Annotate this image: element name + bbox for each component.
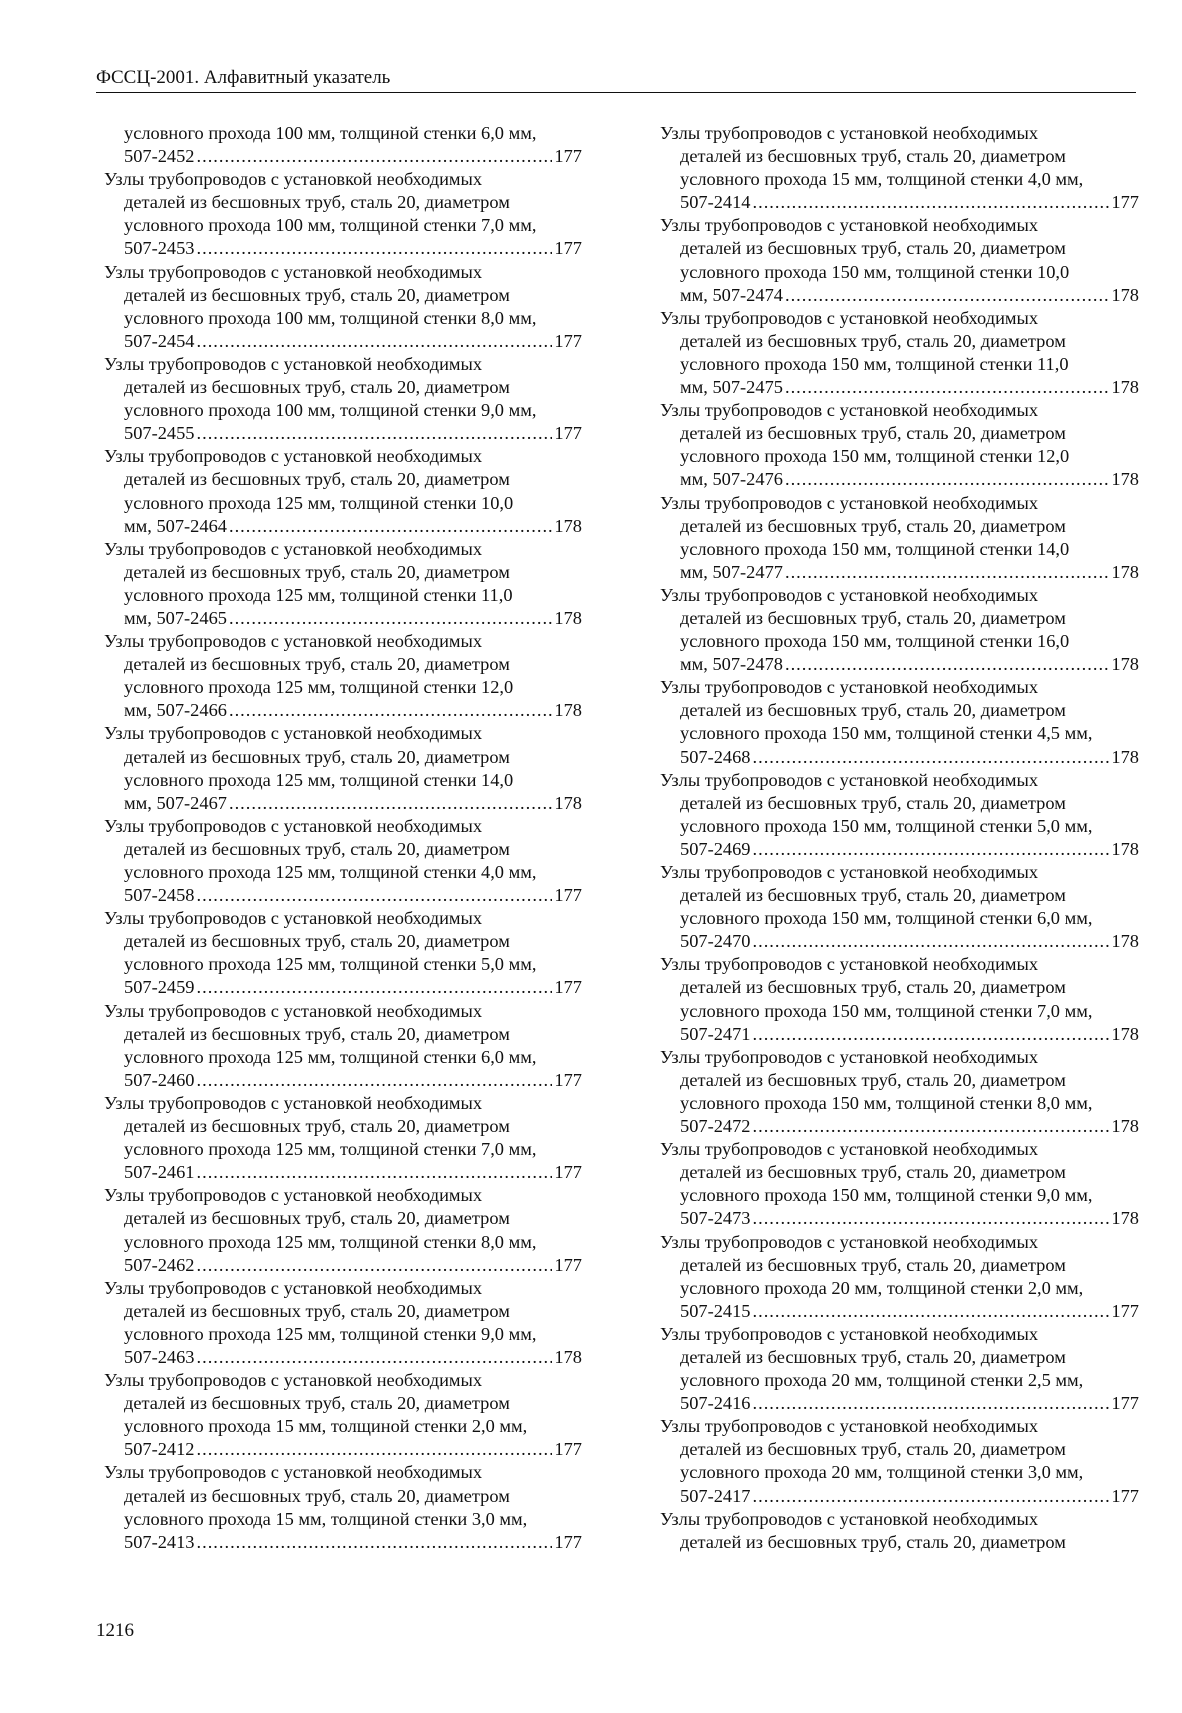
index-entry: [104, 168, 582, 260]
dot-leader: [753, 1115, 1110, 1138]
entry-code-line: [104, 699, 582, 722]
entry-code-line: [660, 1115, 1139, 1138]
entry-text-line: условного прохода 150 мм, толщиной стенки 16,0: [680, 631, 1070, 652]
entry-text-line: деталей из бесшовных труб, сталь 20, диаметром: [680, 238, 1066, 259]
entry-page-ref: 178: [1111, 838, 1139, 859]
index-entry: [104, 1092, 582, 1184]
entry-text-line: условного прохода 125 мм, толщиной стенки 4,0 мм,: [124, 862, 537, 882]
entry-code-line: [660, 284, 1139, 307]
entry-code-line: [660, 1485, 1139, 1508]
index-entry: [104, 722, 582, 814]
page-number: 1216: [96, 1620, 134, 1641]
entry-code: 507-2417: [680, 1485, 751, 1506]
entry-code-line: [660, 191, 1139, 214]
entry-code: 507-2462: [124, 1254, 195, 1275]
entry-page-ref: 178: [554, 1346, 582, 1367]
entry-text-line: деталей из бесшовных труб, сталь 20, диаметром: [680, 700, 1066, 721]
entry-text-line: условного прохода 100 мм, толщиной стенки 8,0 мм,: [124, 307, 537, 328]
entry-text-line: условного прохода 125 мм, толщиной стенки 6,0 мм,: [124, 1046, 537, 1067]
entry-code-line: [660, 930, 1139, 953]
entry-text-line: Узлы трубопроводов с установкой необходимых: [104, 1092, 483, 1113]
entry-code: мм, 507-2466: [124, 700, 227, 721]
dot-leader: [753, 1485, 1110, 1508]
index-entry: [660, 1508, 1139, 1554]
entry-text-line: условного прохода 100 мм, толщиной стенки 7,0 мм,: [124, 215, 537, 236]
dot-leader: [197, 976, 553, 999]
dot-leader: [197, 422, 553, 445]
entry-text-line: условного прохода 150 мм, толщиной стенки 5,0 мм,: [680, 815, 1093, 836]
entry-code: 507-2414: [680, 192, 751, 213]
entry-code-line: [104, 607, 582, 630]
header-title: ФССЦ-2001. Алфавитный указатель: [96, 67, 391, 88]
entry-code: мм, 507-2477: [680, 561, 783, 582]
entry-page-ref: 177: [554, 885, 582, 906]
entry-text-line: деталей из бесшовных труб, сталь 20, диаметром: [680, 1439, 1066, 1460]
index-entry: [660, 953, 1139, 1045]
entry-code-line: [104, 1069, 582, 1092]
index-entry: [660, 122, 1139, 214]
dot-leader: [785, 561, 1109, 584]
entry-code: 507-2469: [680, 838, 751, 859]
entry-page-ref: 177: [554, 423, 582, 444]
entry-text-line: Узлы трубопроводов с установкой необходимых: [660, 1323, 1039, 1344]
entry-code-line: [104, 1438, 582, 1461]
entry-text-line: условного прохода 125 мм, толщиной стенки 14,0: [124, 769, 514, 790]
entry-code-line: [660, 1300, 1139, 1323]
entry-page-ref: 177: [554, 146, 582, 167]
dot-leader: [753, 1300, 1110, 1323]
entry-text-line: условного прохода 125 мм, толщиной стенки 11,0: [124, 584, 513, 605]
index-entry: [660, 1046, 1139, 1138]
dot-leader: [785, 376, 1109, 399]
entry-text-line: условного прохода 125 мм, толщиной стенки 5,0 мм,: [124, 954, 537, 975]
entry-text-line: деталей из бесшовных труб, сталь 20, диаметром: [124, 746, 510, 767]
dot-leader: [197, 237, 553, 260]
entry-text-line: деталей из бесшовных труб, сталь 20, диаметром: [680, 1531, 1066, 1552]
dot-leader: [229, 515, 552, 538]
entry-code-line: [104, 237, 582, 260]
entry-text-line: Узлы трубопроводов с установкой необходимых: [104, 1000, 483, 1021]
entry-text-line: Узлы трубопроводов с установкой необходимых: [660, 400, 1039, 421]
index-entry: [104, 538, 582, 630]
dot-leader: [229, 792, 552, 815]
dot-leader: [785, 468, 1109, 491]
dot-leader: [197, 145, 553, 168]
entry-page-ref: 177: [554, 1439, 582, 1460]
entry-code: мм, 507-2465: [124, 607, 227, 628]
entry-text-line: условного прохода 150 мм, толщиной стенки 14,0: [680, 538, 1070, 559]
dot-leader: [753, 191, 1110, 214]
entry-code: мм, 507-2467: [124, 792, 227, 813]
entry-text-line: деталей из бесшовных труб, сталь 20, диаметром: [124, 469, 510, 490]
entry-code-line: [104, 792, 582, 815]
entry-text-line: деталей из бесшовных труб, сталь 20, диаметром: [124, 838, 510, 859]
index-entry: [660, 307, 1139, 399]
entry-page-ref: 177: [554, 1069, 582, 1090]
entry-code: 507-2472: [680, 1116, 751, 1137]
entry-text-line: деталей из бесшовных труб, сталь 20, диаметром: [124, 1300, 510, 1321]
entry-text-line: Узлы трубопроводов с установкой необходимых: [104, 908, 483, 929]
index-entry: [660, 492, 1139, 584]
entry-page-ref: 178: [554, 515, 582, 536]
entry-code: 507-2415: [680, 1300, 751, 1321]
entry-text-line: деталей из бесшовных труб, сталь 20, диаметром: [680, 1346, 1066, 1367]
entry-text-line: деталей из бесшовных труб, сталь 20, диаметром: [680, 792, 1066, 813]
entry-page-ref: 178: [554, 792, 582, 813]
entry-text-line: Узлы трубопроводов с установкой необходимых: [660, 1139, 1039, 1160]
entry-text-line: Узлы трубопроводов с установкой необходимых: [660, 215, 1039, 236]
entry-code-line: [104, 976, 582, 999]
entry-text-line: Узлы трубопроводов с установкой необходимых: [104, 1370, 483, 1391]
index-entry: [660, 584, 1139, 676]
index-entry: [104, 1369, 582, 1461]
entry-page-ref: 177: [1111, 1393, 1139, 1414]
entry-page-ref: 178: [1111, 1116, 1139, 1137]
entry-text-line: деталей из бесшовных труб, сталь 20, диаметром: [124, 1208, 510, 1229]
entry-text-line: деталей из бесшовных труб, сталь 20, диаметром: [680, 977, 1066, 998]
entry-text-line: Узлы трубопроводов с установкой необходимых: [104, 815, 483, 836]
entry-code-line: [660, 1207, 1139, 1230]
entry-text-line: условного прохода 150 мм, толщиной стенки 6,0 мм,: [680, 908, 1093, 929]
entry-text-line: условного прохода 125 мм, толщиной стенки 10,0: [124, 492, 514, 513]
entry-page-ref: 177: [554, 1254, 582, 1275]
entry-text-line: Узлы трубопроводов с установкой необходимых: [104, 446, 483, 467]
entry-text-line: Узлы трубопроводов с установкой необходимых: [660, 677, 1039, 698]
entry-code-line: [104, 1531, 582, 1554]
entry-code: мм, 507-2478: [680, 654, 783, 675]
entry-text-line: деталей из бесшовных труб, сталь 20, диаметром: [680, 1254, 1066, 1275]
entry-code: 507-2452: [124, 146, 195, 167]
entry-code: мм, 507-2464: [124, 515, 227, 536]
entry-code-line: [104, 422, 582, 445]
entry-text-line: деталей из бесшовных труб, сталь 20, диаметром: [680, 515, 1066, 536]
entry-text-line: деталей из бесшовных труб, сталь 20, диаметром: [124, 561, 510, 582]
dot-leader: [785, 653, 1109, 676]
entry-text-line: деталей из бесшовных труб, сталь 20, диаметром: [680, 1162, 1066, 1183]
entry-code: 507-2455: [124, 423, 195, 444]
entry-text-line: условного прохода 20 мм, толщиной стенки 3,0 мм,: [680, 1462, 1084, 1483]
entry-code-line: [660, 838, 1139, 861]
entry-text-line: условного прохода 15 мм, толщиной стенки 2,0 мм,: [124, 1416, 528, 1437]
dot-leader: [197, 1161, 553, 1184]
index-entry: [104, 1277, 582, 1369]
entry-code: 507-2454: [124, 330, 195, 351]
entry-text-line: Узлы трубопроводов с установкой необходимых: [104, 353, 483, 374]
entry-page-ref: 178: [1111, 284, 1139, 305]
entry-text-line: условного прохода 150 мм, толщиной стенки 12,0: [680, 446, 1070, 467]
entry-text-line: Узлы трубопроводов с установкой необходимых: [104, 631, 483, 652]
entry-code: 507-2463: [124, 1346, 195, 1367]
entry-text-line: Узлы трубопроводов с установкой необходимых: [104, 1185, 483, 1206]
entry-code-line: [104, 515, 582, 538]
entry-text-line: условного прохода 150 мм, толщиной стенки 10,0: [680, 261, 1070, 282]
entry-text-line: деталей из бесшовных труб, сталь 20, диаметром: [124, 931, 510, 952]
dot-leader: [753, 746, 1110, 769]
entry-page-ref: 177: [554, 977, 582, 998]
dot-leader: [197, 1254, 553, 1277]
entry-page-ref: 177: [554, 1531, 582, 1552]
running-header: [96, 66, 1136, 93]
entry-code-line: [660, 746, 1139, 769]
entry-text-line: деталей из бесшовных труб, сталь 20, диаметром: [124, 1485, 510, 1506]
dot-leader: [753, 930, 1110, 953]
entry-code: 507-2470: [680, 931, 751, 952]
entry-text-line: условного прохода 125 мм, толщиной стенки 12,0: [124, 677, 514, 698]
dot-leader: [753, 1207, 1110, 1230]
entry-text-line: Узлы трубопроводов с установкой необходимых: [104, 538, 483, 559]
index-entry: [660, 1323, 1139, 1415]
entry-text-line: деталей из бесшовных труб, сталь 20, диаметром: [124, 377, 510, 398]
dot-leader: [197, 330, 553, 353]
entry-text-line: условного прохода 150 мм, толщиной стенки 7,0 мм,: [680, 1000, 1093, 1021]
dot-leader: [197, 884, 553, 907]
index-column-right: [660, 122, 1139, 1554]
entry-code-line: [104, 884, 582, 907]
entry-text-line: деталей из бесшовных труб, сталь 20, диаметром: [124, 192, 510, 213]
entry-page-ref: 178: [1111, 654, 1139, 675]
index-entry: [104, 445, 582, 537]
entry-page-ref: 177: [1111, 1485, 1139, 1506]
entry-text-line: условного прохода 150 мм, толщиной стенки 8,0 мм,: [680, 1092, 1093, 1113]
index-entry: [660, 861, 1139, 953]
index-entry: [104, 353, 582, 445]
entry-code-line: [660, 653, 1139, 676]
dot-leader: [229, 699, 552, 722]
entry-code: мм, 507-2474: [680, 284, 783, 305]
index-entry: [660, 1415, 1139, 1507]
index-entry: [660, 214, 1139, 306]
entry-text-line: Узлы трубопроводов с установкой необходимых: [660, 1046, 1039, 1067]
index-entry: [104, 1000, 582, 1092]
index-entry: [104, 122, 582, 168]
index-entry: [104, 630, 582, 722]
entry-code: мм, 507-2476: [680, 469, 783, 490]
entry-text-line: деталей из бесшовных труб, сталь 20, диаметром: [124, 1116, 510, 1137]
entry-code-line: [660, 1392, 1139, 1415]
entry-text-line: Узлы трубопроводов с установкой необходимых: [660, 862, 1039, 882]
entry-code: 507-2461: [124, 1162, 195, 1183]
entry-code: 507-2468: [680, 746, 751, 767]
dot-leader: [753, 838, 1110, 861]
entry-text-line: деталей из бесшовных труб, сталь 20, диаметром: [124, 654, 510, 675]
entry-text-line: условного прохода 15 мм, толщиной стенки 3,0 мм,: [124, 1508, 528, 1529]
entry-page-ref: 178: [1111, 1023, 1139, 1044]
entry-text-line: условного прохода 150 мм, толщиной стенки 4,5 мм,: [680, 723, 1093, 744]
entry-text-line: условного прохода 125 мм, толщиной стенки 7,0 мм,: [124, 1139, 537, 1160]
entry-page-ref: 178: [1111, 931, 1139, 952]
dot-leader: [197, 1346, 553, 1369]
entry-code: 507-2413: [124, 1531, 195, 1552]
entry-code-line: [104, 1254, 582, 1277]
entry-page-ref: 178: [1111, 1208, 1139, 1229]
entry-page-ref: 177: [554, 1162, 582, 1183]
index-entry: [660, 1138, 1139, 1230]
entry-text-line: Узлы трубопроводов с установкой необходимых: [660, 584, 1039, 605]
entry-page-ref: 177: [554, 238, 582, 259]
entry-page-ref: 177: [1111, 192, 1139, 213]
entry-code: 507-2416: [680, 1393, 751, 1414]
index-entry: [104, 1184, 582, 1276]
dot-leader: [197, 1069, 553, 1092]
entry-page-ref: 178: [1111, 561, 1139, 582]
dot-leader: [197, 1438, 553, 1461]
entry-text-line: деталей из бесшовных труб, сталь 20, диаметром: [680, 423, 1066, 444]
entry-code-line: [104, 1161, 582, 1184]
index-entry: [104, 261, 582, 353]
entry-code-line: [660, 561, 1139, 584]
entry-text-line: деталей из бесшовных труб, сталь 20, диаметром: [680, 330, 1066, 351]
index-entry: [104, 1461, 582, 1553]
entry-text-line: деталей из бесшовных труб, сталь 20, диаметром: [124, 1393, 510, 1414]
entry-code-line: [660, 376, 1139, 399]
entry-page-ref: 178: [1111, 746, 1139, 767]
entry-text-line: условного прохода 15 мм, толщиной стенки 4,0 мм,: [680, 169, 1084, 190]
entry-code: 507-2473: [680, 1208, 751, 1229]
entry-text-line: Узлы трубопроводов с установкой необходимых: [104, 169, 483, 190]
entry-code-line: [104, 330, 582, 353]
entry-code: 507-2459: [124, 977, 195, 998]
entry-text-line: Узлы трубопроводов с установкой необходимых: [660, 1416, 1039, 1437]
entry-text-line: Узлы трубопроводов с установкой необходимых: [104, 1462, 483, 1483]
entry-page-ref: 178: [554, 700, 582, 721]
entry-text-line: условного прохода 20 мм, толщиной стенки 2,5 мм,: [680, 1370, 1084, 1391]
dot-leader: [197, 1531, 553, 1554]
index-entry: [660, 1231, 1139, 1323]
entry-code: 507-2471: [680, 1023, 751, 1044]
entry-page-ref: 178: [1111, 377, 1139, 398]
entry-text-line: Узлы трубопроводов с установкой необходимых: [660, 1231, 1039, 1252]
entry-text-line: деталей из бесшовных труб, сталь 20, диаметром: [680, 885, 1066, 906]
index-entry: [660, 676, 1139, 768]
entry-text-line: условного прохода 125 мм, толщиной стенки 9,0 мм,: [124, 1323, 537, 1344]
entry-code-line: [104, 1346, 582, 1369]
entry-text-line: Узлы трубопроводов с установкой необходимых: [660, 492, 1039, 513]
entry-text-line: условного прохода 150 мм, толщиной стенки 11,0: [680, 353, 1069, 374]
entry-page-ref: 178: [1111, 469, 1139, 490]
entry-page-ref: 178: [554, 607, 582, 628]
entry-text-line: Узлы трубопроводов с установкой необходимых: [660, 954, 1039, 975]
dot-leader: [229, 607, 552, 630]
entry-text-line: условного прохода 100 мм, толщиной стенки 6,0 мм,: [124, 123, 537, 143]
entry-text-line: деталей из бесшовных труб, сталь 20, диаметром: [124, 284, 510, 305]
entry-text-line: условного прохода 125 мм, толщиной стенки 8,0 мм,: [124, 1231, 537, 1252]
entry-text-line: Узлы трубопроводов с установкой необходимых: [104, 723, 483, 744]
entry-text-line: деталей из бесшовных труб, сталь 20, диаметром: [680, 607, 1066, 628]
entry-text-line: деталей из бесшовных труб, сталь 20, диаметром: [680, 1069, 1066, 1090]
entry-text-line: Узлы трубопроводов с установкой необходимых: [660, 307, 1039, 328]
entry-text-line: Узлы трубопроводов с установкой необходимых: [104, 261, 483, 282]
entry-text-line: условного прохода 150 мм, толщиной стенки 9,0 мм,: [680, 1185, 1093, 1206]
index-column-left: [104, 122, 582, 1554]
entry-text-line: деталей из бесшовных труб, сталь 20, диаметром: [680, 146, 1066, 167]
entry-text-line: Узлы трубопроводов с установкой необходимых: [104, 1277, 483, 1298]
index-entry: [104, 907, 582, 999]
entry-text-line: условного прохода 100 мм, толщиной стенки 9,0 мм,: [124, 400, 537, 421]
entry-code-line: [660, 1023, 1139, 1046]
entry-text-line: Узлы трубопроводов с установкой необходимых: [660, 1508, 1039, 1529]
entry-code: 507-2458: [124, 885, 195, 906]
dot-leader: [753, 1392, 1110, 1415]
entry-text-line: Узлы трубопроводов с установкой необходимых: [660, 769, 1039, 790]
entry-text-line: деталей из бесшовных труб, сталь 20, диаметром: [124, 1023, 510, 1044]
entry-text-line: Узлы трубопроводов с установкой необходимых: [660, 123, 1039, 143]
index-entry: [104, 815, 582, 907]
entry-code: 507-2460: [124, 1069, 195, 1090]
dot-leader: [753, 1023, 1110, 1046]
entry-code: 507-2412: [124, 1439, 195, 1460]
entry-code-line: [104, 145, 582, 168]
entry-code-line: [660, 468, 1139, 491]
entry-code: 507-2453: [124, 238, 195, 259]
index-entry: [660, 769, 1139, 861]
entry-page-ref: 177: [554, 330, 582, 351]
index-entry: [660, 399, 1139, 491]
entry-text-line: условного прохода 20 мм, толщиной стенки 2,0 мм,: [680, 1277, 1084, 1298]
entry-page-ref: 177: [1111, 1300, 1139, 1321]
dot-leader: [785, 284, 1109, 307]
entry-code: мм, 507-2475: [680, 377, 783, 398]
